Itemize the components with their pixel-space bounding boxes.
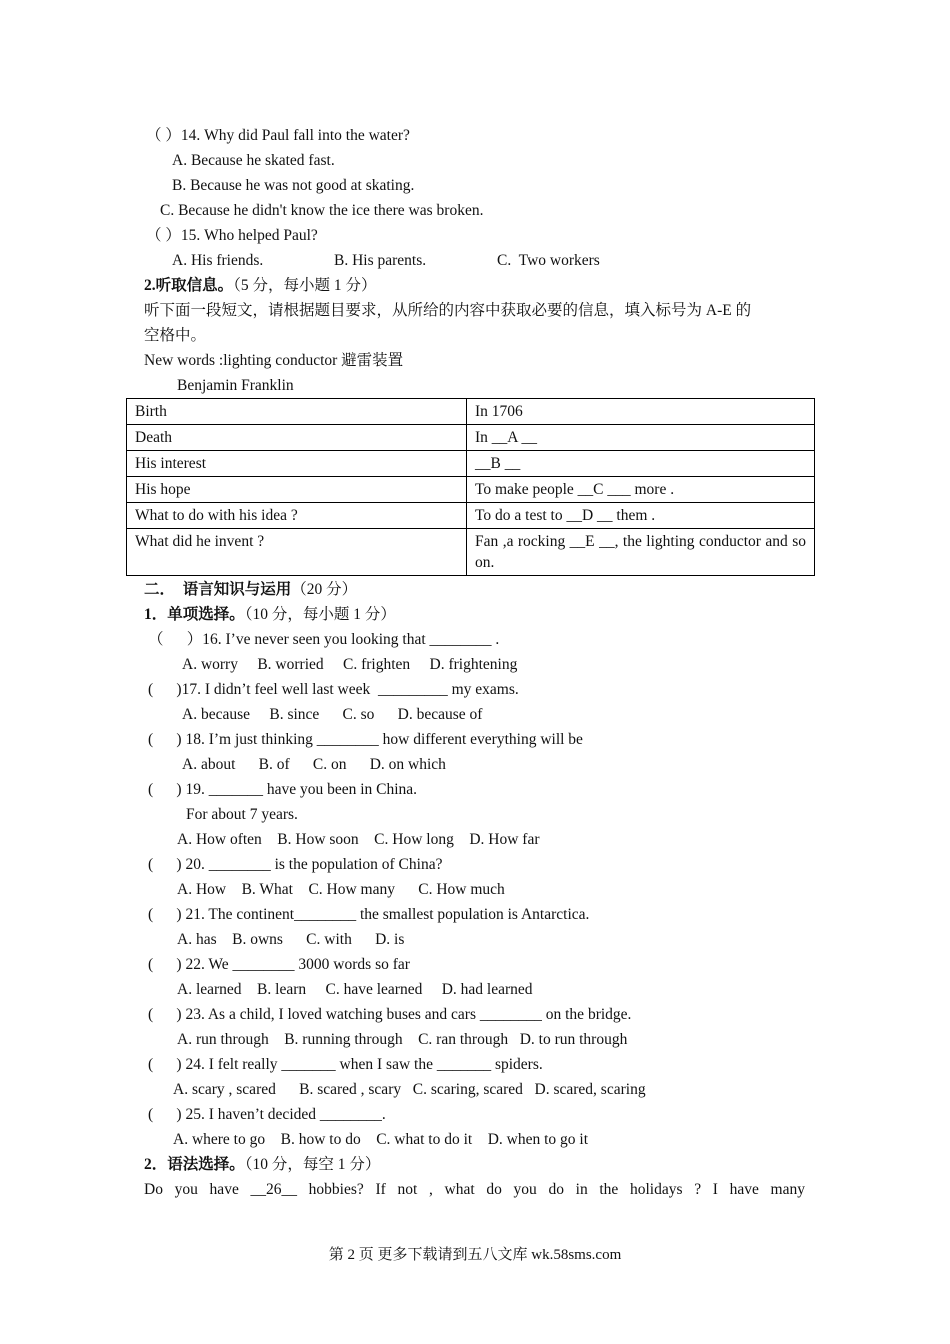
q15-option-c: C. Two workers <box>497 252 600 269</box>
table-row <box>127 503 815 529</box>
grammar-choice-title: 2．语法选择。 <box>144 1156 245 1173</box>
row-value: __B __ <box>467 451 815 477</box>
listening-instruction-line2: 空格中。 <box>144 327 207 344</box>
question-21: ( ) 21. The continent________ the smallest population is Antarctica. <box>148 906 590 923</box>
listening-instruction-line1: 听下面一段短文，请根据题目要求，从所给的内容中获取必要的信息，填入标号为 A-E 的 <box>144 302 752 319</box>
grammar-choice-score: （10 分，每空 1 分） <box>244 1156 381 1173</box>
table-row <box>127 425 815 451</box>
question-16: （ ）16. I’ve never seen you looking that ________ . <box>148 631 500 648</box>
row-label: Birth <box>127 399 467 425</box>
question-15: （ ）15. Who helped Paul? <box>146 227 318 244</box>
row-label: What did he invent ? <box>127 529 467 576</box>
question-22: ( ) 22. We ________ 3000 words so far <box>148 956 410 973</box>
table-row <box>127 399 815 425</box>
new-words: New words :lighting conductor 避雷装置 <box>144 352 404 369</box>
single-choice-title: 1．单项选择。 <box>144 606 245 623</box>
listening-info-title: 2.听取信息。 <box>144 277 234 294</box>
page-footer: 第 2 页 更多下载请到五八文库 wk.58sms.com <box>328 1247 622 1263</box>
question-14: （ ）14. Why did Paul fall into the water? <box>146 127 410 144</box>
grammar-passage-line1: Do you have __26__ hobbies? If not , what do you do in the holidays ? I have many <box>144 1181 805 1198</box>
section-2-heading: 二． 语言知识与运用 <box>144 581 292 598</box>
q16-options: A. worry B. worried C. frighten D. frightening <box>182 656 518 673</box>
table-row <box>127 477 815 503</box>
q23-options: A. run through B. running through C. ran through D. to run through <box>177 1031 628 1048</box>
row-label: His hope <box>127 477 467 503</box>
q21-options: A. has B. owns C. with D. is <box>177 931 405 948</box>
table-row <box>127 451 815 477</box>
row-label: His interest <box>127 451 467 477</box>
q19-options: A. How often B. How soon C. How long D. How far <box>177 831 540 848</box>
row-label: What to do with his idea ? <box>127 503 467 529</box>
row-label: Death <box>127 425 467 451</box>
table-row <box>127 529 815 576</box>
grammar-choice-heading <box>144 1155 380 1175</box>
listening-info-score: （5 分，每小题 1 分） <box>233 277 377 294</box>
franklin-info-table <box>126 398 815 576</box>
section-2-title <box>144 580 357 600</box>
q20-options: A. How B. What C. How many C. How much <box>177 881 505 898</box>
q17-options: A. because B. since C. so D. because of <box>182 706 483 723</box>
q25-options: A. where to go B. how to do C. what to do it D. when to go it <box>173 1131 589 1148</box>
q24-options: A. scary , scared B. scared , scary C. scaring, scared D. scared, scaring <box>173 1081 646 1098</box>
q15-option-a: A. His friends. <box>172 252 264 269</box>
question-20: ( ) 20. ________ is the population of China? <box>148 856 443 873</box>
single-choice-score: （10 分，每小题 1 分） <box>244 606 396 623</box>
q19-answer-prompt: For about 7 years. <box>186 806 298 823</box>
row-value: To make people __C ___ more . <box>467 477 815 503</box>
question-24: ( ) 24. I felt really _______ when I saw the _______ spiders. <box>148 1056 543 1073</box>
question-19: ( ) 19. _______ have you been in China. <box>148 781 418 798</box>
row-value: In 1706 <box>467 399 815 425</box>
row-value: Fan ,a rocking __E __, the lighting conductor and so on. <box>467 529 815 576</box>
listening-info-heading <box>144 276 377 296</box>
question-17: ( )17. I didn’t feel well last week _________ my exams. <box>148 681 519 698</box>
question-25: ( ) 25. I haven’t decided ________. <box>148 1106 386 1123</box>
row-value: To do a test to __D __ them . <box>467 503 815 529</box>
q14-option-c: C. Because he didn't know the ice there was broken. <box>160 202 484 219</box>
single-choice-heading <box>144 605 396 625</box>
q18-options: A. about B. of C. on D. on which <box>182 756 446 773</box>
q22-options: A. learned B. learn C. have learned D. had learned <box>177 981 533 998</box>
table-title: Benjamin Franklin <box>177 377 294 394</box>
question-18: ( ) 18. I’m just thinking ________ how different everything will be <box>148 731 583 748</box>
row-value: In __A __ <box>467 425 815 451</box>
q14-option-a: A. Because he skated fast. <box>172 152 335 169</box>
section-2-score: （20 分） <box>291 581 358 598</box>
question-23: ( ) 23. As a child, I loved watching buses and cars ________ on the bridge. <box>148 1006 632 1023</box>
q14-option-b: B. Because he was not good at skating. <box>172 177 415 194</box>
q15-option-b: B. His parents. <box>334 252 427 269</box>
